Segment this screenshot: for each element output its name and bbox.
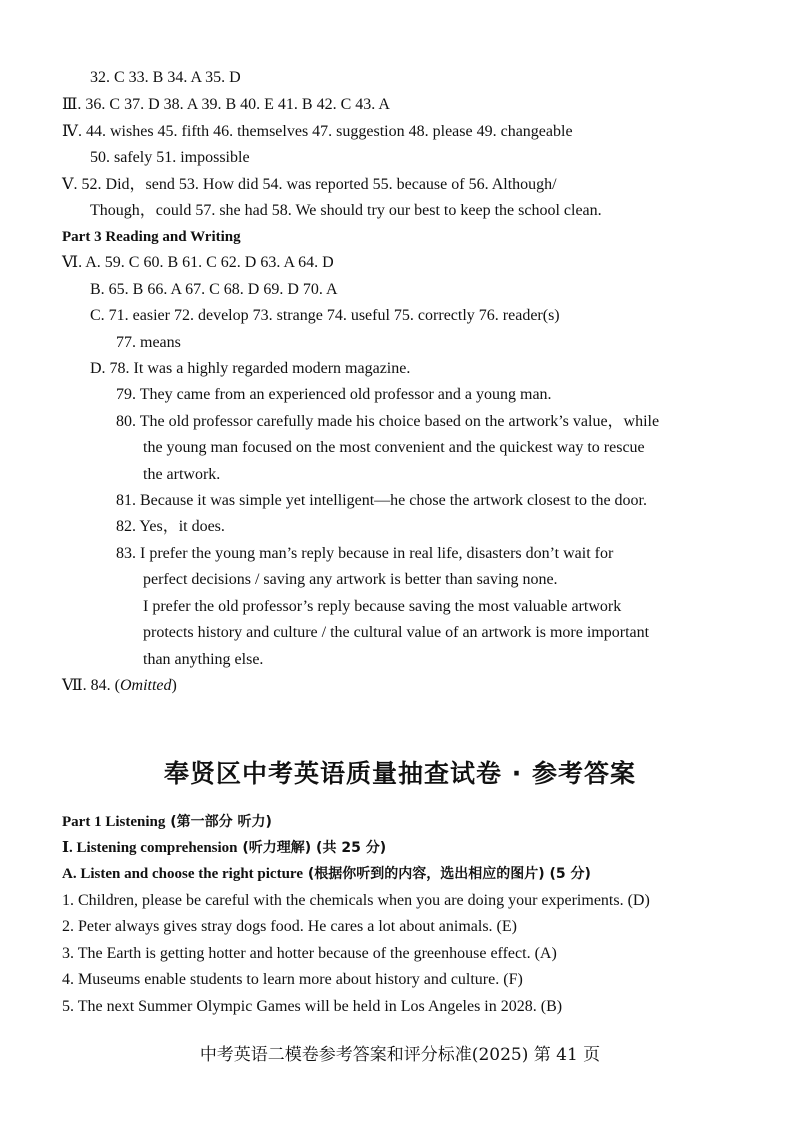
- section-title: 奉贤区中考英语质量抽查试卷 · 参考答案: [164, 759, 636, 788]
- section-6c-answers-line2: 77. means: [116, 334, 181, 351]
- part-3-heading: Part 3 Reading and Writing: [62, 229, 241, 245]
- listening-item-5: 5. The next Summer Olympic Games will be held in Los Angeles in 2028. (B): [62, 998, 563, 1015]
- answer-80-line2: the young man focused on the most convenient and the quickest way to rescue: [143, 439, 645, 456]
- listening-item-3: 3. The Earth is getting hotter and hotter because of the greenhouse effect. (A): [62, 945, 557, 962]
- answer-78: D. 78. It was a highly regarded modern magazine.: [90, 360, 411, 377]
- answer-81: 81. Because it was simple yet intelligent—he chose the artwork closest to the door.: [116, 492, 647, 509]
- section-4-answers-line2: 50. safely 51. impossible: [90, 149, 250, 166]
- section-7-answer: [62, 676, 177, 696]
- part-1-heading: [62, 812, 272, 832]
- part-1-heading-cn: (第一部分 听力): [165, 814, 272, 830]
- answer-80-line3: the artwork.: [143, 466, 221, 483]
- page-footer: 中考英语二模卷参考答案和评分标准(2025) 第 41 页: [199, 1045, 601, 1065]
- section-6a-answers: Ⅵ. A. 59. C 60. B 61. C 62. D 63. A 64. D: [62, 254, 334, 271]
- section-5-answers-line2: Though，could 57. she had 58. We should try our best to keep the school clean.: [90, 202, 602, 219]
- answer-83-line2: perfect decisions / saving any artwork is better than saving none.: [143, 571, 558, 588]
- section-7-close: ): [171, 677, 177, 694]
- listening-part-a-heading: [62, 864, 591, 884]
- section-3-answers: Ⅲ. 36. C 37. D 38. A 39. B 40. E 41. B 42. C 43. A: [62, 96, 390, 113]
- answer-79: 79. They came from an experienced old professor and a young man.: [116, 386, 552, 403]
- answer-80-line1: 80. The old professor carefully made his choice based on the artwork’s value，while: [116, 413, 660, 430]
- listening-section-heading-cn: (听力理解) (共 25 分): [237, 840, 387, 856]
- listening-item-2: 2. Peter always gives stray dogs food. He cares a lot about animals. (E): [62, 918, 517, 935]
- answer-83-line5: than anything else.: [143, 651, 264, 668]
- section-6c-answers-line1: C. 71. easier 72. develop 73. strange 74. useful 75. correctly 76. reader(s): [90, 307, 560, 324]
- section-5-answers-line1: Ⅴ. 52. Did，send 53. How did 54. was reported 55. because of 56. Although/: [62, 176, 557, 193]
- answer-83-line3: I prefer the old professor’s reply because saving the most valuable artwork: [143, 598, 622, 615]
- omitted-text: Omitted: [119, 677, 172, 694]
- section-4-answers-line1: Ⅳ. 44. wishes 45. fifth 46. themselves 47. suggestion 48. please 49. changeable: [62, 123, 573, 140]
- part-1-heading-en: Part 1 Listening: [62, 814, 166, 830]
- section-7-label: Ⅶ. 84. (: [62, 677, 120, 694]
- listening-item-1: 1. Children, please be careful with the chemicals when you are doing your experiments. (D): [62, 892, 650, 909]
- listening-part-a-heading-en: A. Listen and choose the right picture: [62, 866, 303, 882]
- listening-section-heading-en: Ⅰ. Listening comprehension: [62, 840, 238, 856]
- listening-section-heading: [62, 838, 386, 858]
- answer-83-line1: 83. I prefer the young man’s reply because in real life, disasters don’t wait for: [116, 545, 614, 562]
- answer-83-line4: protects history and culture / the cultural value of an artwork is more important: [143, 624, 650, 641]
- answer-line-32-35: 32. C 33. B 34. A 35. D: [90, 69, 241, 86]
- answer-82: 82. Yes，it does.: [116, 518, 225, 535]
- listening-part-a-heading-cn: (根据你听到的内容，选出相应的图片) (5 分): [302, 866, 591, 882]
- section-6b-answers: B. 65. B 66. A 67. C 68. D 69. D 70. A: [90, 281, 338, 298]
- listening-item-4: 4. Museums enable students to learn more about history and culture. (F): [62, 971, 523, 988]
